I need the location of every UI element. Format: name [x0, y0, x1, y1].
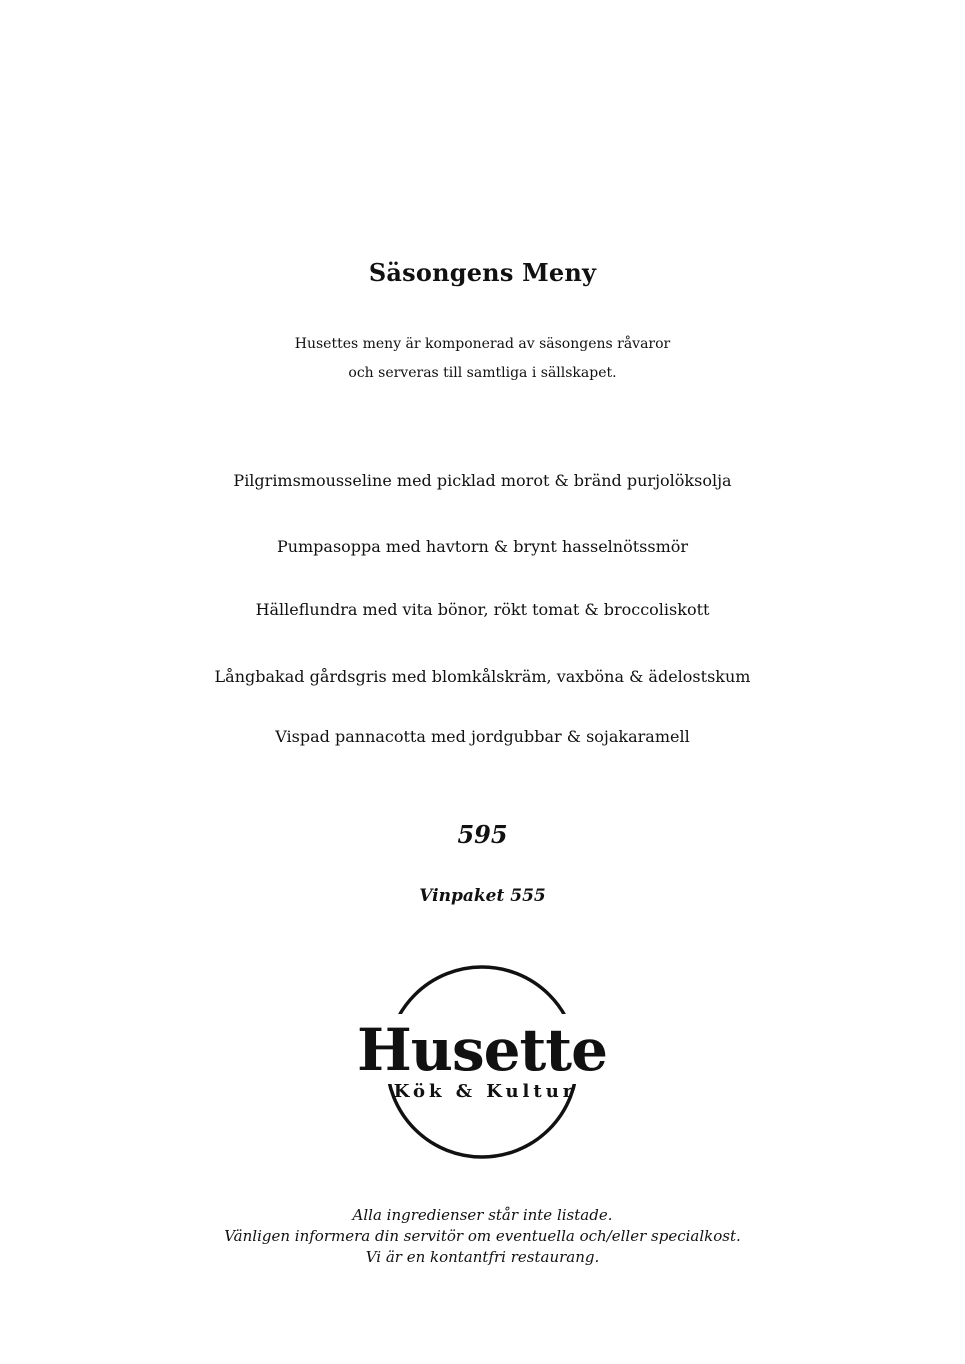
husette-logo: [355, 962, 610, 1162]
intro-line: Husettes meny är komponerad av säsongens råvaror: [294, 336, 671, 352]
wine-package-price: Vinpaket 555: [419, 886, 546, 906]
logo-wordmark: Husette: [356, 1016, 608, 1084]
menu-price: 595: [457, 820, 508, 849]
footer-notes: [0, 1205, 965, 1268]
course-item: Hälleflundra med vita bönor, rökt tomat & broccoliskott: [255, 600, 710, 619]
course-item: Vispad pannacotta med jordgubbar & sojakaramell: [275, 727, 690, 746]
intro-text: [0, 330, 965, 388]
course-item: Pilgrimsmousseline med picklad morot & bränd purjolöksolja: [233, 471, 732, 490]
course-item: Långbakad gårdsgris med blomkålskräm, vaxböna & ädelostskum: [214, 667, 751, 686]
footer-line: Vänligen informera din servitör om eventuella och/eller specialkost.: [224, 1227, 741, 1245]
course-item: Pumpasoppa med havtorn & brynt hasselnötssmör: [276, 537, 689, 556]
footer-line: Vi är en kontantfri restaurang.: [365, 1248, 600, 1266]
footer-line: Alla ingredienser står inte listade.: [352, 1206, 613, 1224]
intro-line: och serveras till samtliga i sällskapet.: [348, 365, 617, 381]
logo-tagline: Kök & Kultur: [393, 1081, 577, 1102]
page-title: Säsongens Meny: [368, 258, 597, 287]
